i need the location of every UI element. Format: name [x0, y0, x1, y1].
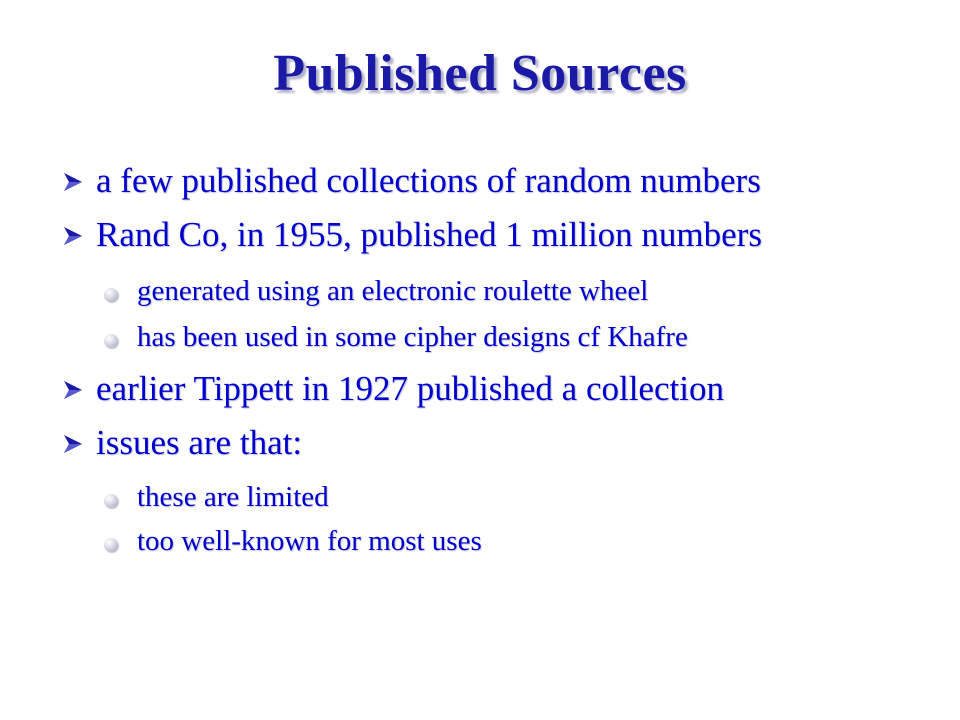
bullet-item	[60, 214, 920, 256]
bullet-text: Rand Co, in 1955, published 1 million numbers	[96, 215, 762, 254]
sub-bullet-item	[60, 480, 920, 514]
round-dot-bullet-icon	[104, 538, 118, 552]
arrowhead-bullet-icon	[62, 380, 84, 400]
bullet-item	[60, 368, 920, 410]
round-dot-bullet-icon	[104, 288, 118, 302]
bullet-text: earlier Tippett in 1927 published a collection	[96, 369, 724, 408]
sub-bullet-item	[60, 524, 920, 558]
sub-bullet-text: has been used in some cipher designs cf Khafre	[137, 321, 688, 353]
sub-bullet-text: too well-known for most uses	[137, 525, 482, 557]
arrowhead-bullet-icon	[62, 226, 84, 246]
slide-title: Published Sources	[273, 45, 687, 102]
bullet-item	[60, 422, 920, 464]
bullet-item	[60, 160, 920, 202]
sub-bullet-item	[60, 274, 920, 308]
sub-bullet-item	[60, 320, 920, 354]
arrowhead-bullet-icon	[62, 434, 84, 454]
sub-bullet-text: these are limited	[137, 481, 329, 513]
bullet-text: issues are that:	[96, 423, 303, 462]
sub-bullet-text: generated using an electronic roulette wheel	[137, 275, 649, 307]
bullet-list	[60, 160, 920, 558]
round-dot-bullet-icon	[104, 494, 118, 508]
arrowhead-bullet-icon	[62, 172, 84, 192]
round-dot-bullet-icon	[104, 334, 118, 348]
bullet-text: a few published collections of random numbers	[96, 161, 761, 200]
